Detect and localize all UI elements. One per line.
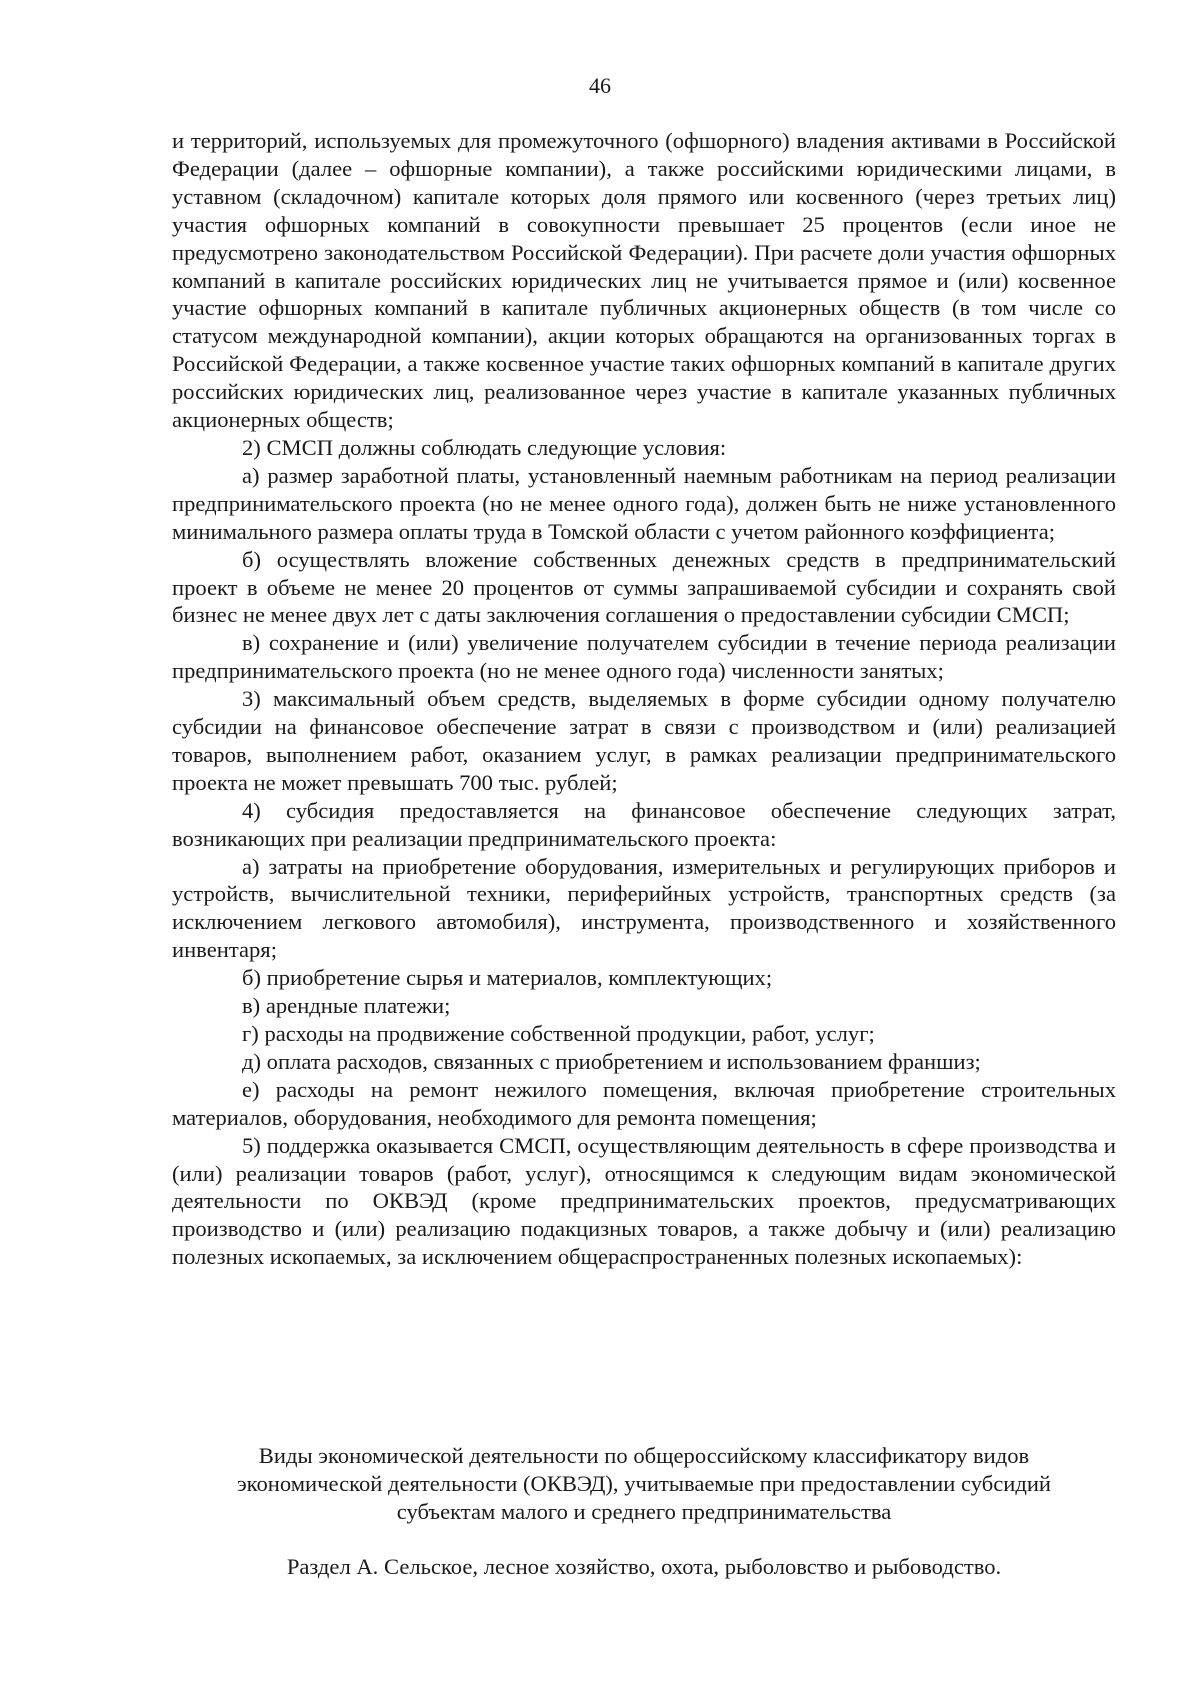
paragraph-condition-b-investment: б) осуществлять вложение собственных денежных средств в предпринимательский проект в объеме не менее 20 процентов от суммы запрашиваемой субсидии и сохранять свой бизнес не менее двух лет с даты заключения соглашения о предоставлении субсидии СМСП; <box>172 546 1116 628</box>
paragraph-max-subsidy: 3) максимальный объем средств, выделяемых в форме субсидии одному получателю субсидии на финансовое обеспечение затрат в связи с производством и (или) реализацией товаров, выполнением работ, оказанием услуг, в рамках реализации предпринимательского проекта не может превышать 700 тыс. рублей; <box>172 686 1116 795</box>
paragraph-cost-b-materials: б) приобретение сырья и материалов, комплектующих; <box>242 965 773 991</box>
heading-line: экономической деятельности (ОКВЭД), учитываемые при предоставлении субсидий <box>236 1471 1052 1496</box>
paragraph-support-okved: 5) поддержка оказывается СМСП, осуществляющим деятельность в сфере производства и (или) реализации товаров (работ, услуг), относящимся к следующим видам экономической деятельности по ОКВЭД (кроме предпринимательских проектов, предусматривающих производство и (или) реализацию подакцизных товаров, а также добычу и (или) реализацию полезных ископаемых, за исключением общераспространенных полезных ископаемых): <box>172 1132 1116 1270</box>
paragraph-cost-f-repair: е) расходы на ремонт нежилого помещения, включая приобретение строительных материалов, оборудования, необходимого для ремонта помещения; <box>172 1076 1116 1130</box>
paragraph-offshore-companies: и территорий, используемых для промежуточного (офшорного) владения активами в Российской Федерации (далее – офшорные компании), а также российскими юридическими лицами, в уставном (складочном) капитале которых доля прямого или косвенного (через третьих лиц) участия офшорных компаний в совокупности превышает 25 процентов (если иное не предусмотрено законодательством Российской Федерации). При расчете доли участия офшорных компаний в капитале российских юридических лиц не учитывается прямое и (или) косвенное участие офшорных компаний в капитале публичных акционерных обществ (в том числе со статусом международной компании), акции которых обращаются на организованных торгах в Российской Федерации, а также косвенное участие таких офшорных компаний в капитале других российских юридических лиц, реализованное через участие в капитале указанных публичных акционерных обществ; <box>172 128 1116 433</box>
paragraph-cost-e-franchise: д) оплата расходов, связанных с приобретением и использованием франшиз; <box>242 1048 981 1074</box>
heading-line: Виды экономической деятельности по общероссийскому классификатору видов <box>258 1443 1030 1468</box>
page-number: 46 <box>589 73 611 98</box>
body-text <box>172 127 1116 1271</box>
paragraph-subsidy-costs-intro: 4) субсидия предоставляется на финансовое обеспечение следующих затрат, возникающих при реализации предпринимательского проекта: <box>172 797 1116 851</box>
paragraph-conditions-intro: 2) СМСП должны соблюдать следующие условия: <box>242 434 727 460</box>
heading-line: субъектам малого и среднего предпринимательства <box>396 1499 892 1524</box>
okved-heading <box>172 1442 1116 1526</box>
paragraph-condition-c-employment: в) сохранение и (или) увеличение получателем субсидии в течение периода реализации предпринимательского проекта (но не менее одного года) численности занятых; <box>172 630 1116 684</box>
paragraph-condition-a-salary: а) размер заработной платы, установленный наемным работникам на период реализации предпринимательского проекта (но не менее одного года), должен быть не ниже установленного минимального размера оплаты труда в Томской области с учетом районного коэффициента; <box>172 462 1116 544</box>
paragraph-cost-d-promotion: г) расходы на продвижение собственной продукции, работ, услуг; <box>242 1021 875 1046</box>
section-title: Раздел А. Сельское, лесное хозяйство, охота, рыболовство и рыбоводство. <box>286 1554 1002 1579</box>
paragraph-cost-a-equipment: а) затраты на приобретение оборудования, измерительных и регулирующих приборов и устройств, вычислительной техники, периферийных устройств, транспортных средств (за исключением легкового автомобиля), инструмента, производственного и хозяйственного инвентаря; <box>172 853 1116 963</box>
paragraph-cost-c-rent: в) арендные платежи; <box>242 993 451 1019</box>
